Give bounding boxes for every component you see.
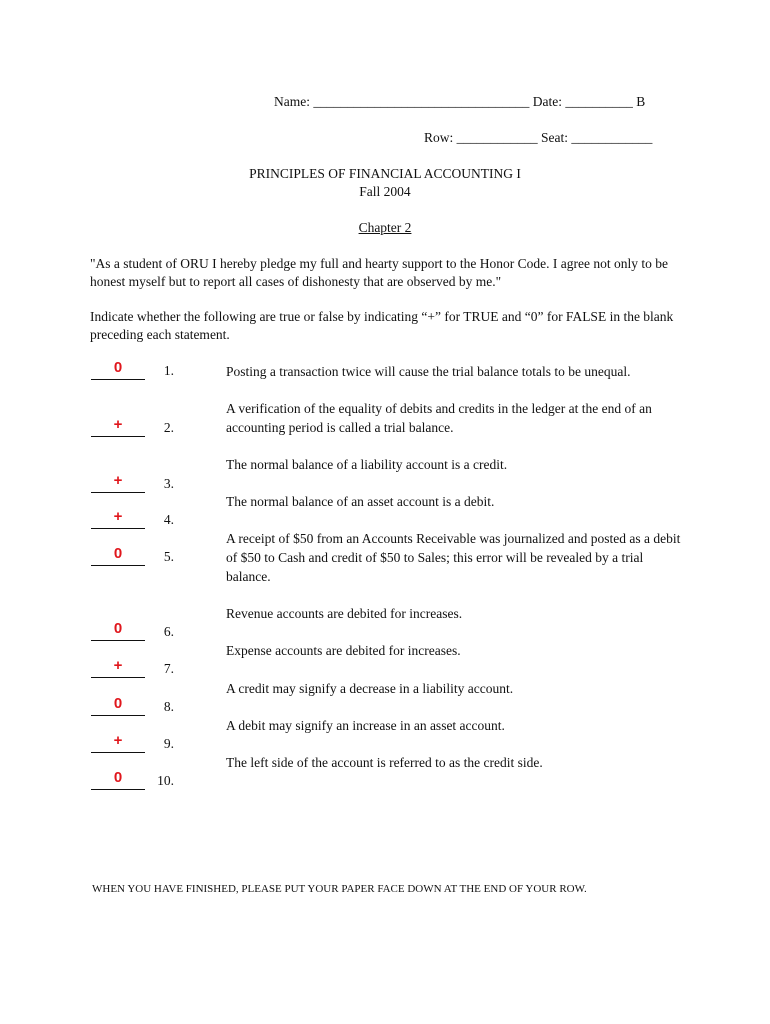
- answer-blank[interactable]: [91, 734, 145, 753]
- statement-7: Expense accounts are debited for increases.: [226, 643, 461, 658]
- answer-mark: +: [113, 657, 123, 674]
- statement-6: Revenue accounts are debited for increases.: [226, 606, 463, 621]
- answer-blank[interactable]: [91, 418, 145, 437]
- answer-blank[interactable]: [91, 771, 145, 790]
- statement-10: The left side of the account is referred to as the credit side.: [226, 755, 543, 770]
- question-number: 7.: [163, 661, 174, 676]
- answer-blank[interactable]: [91, 622, 145, 641]
- answer-mark: 0: [113, 695, 123, 712]
- question-number: 5.: [163, 549, 174, 564]
- footer-instruction: WHEN YOU HAVE FINISHED, PLEASE PUT YOUR PAPER FACE DOWN AT THE END OF YOUR ROW.: [92, 883, 587, 895]
- statement-4: The normal balance of an asset account is a debit.: [226, 494, 495, 509]
- question-number: 2.: [163, 420, 174, 435]
- instructions: Indicate whether the following are true or false by indicating “+” for TRUE and “0” for FALSE in the blank preceding each statement.: [90, 309, 674, 342]
- name-date-line: Name: ________________________________ Date: __________ B: [274, 94, 646, 109]
- answer-mark: +: [113, 732, 123, 749]
- answer-blank[interactable]: [91, 474, 145, 493]
- question-number: 8.: [163, 699, 174, 714]
- answer-mark: 0: [113, 769, 123, 786]
- answer-mark: 0: [113, 620, 123, 637]
- question-number: 1.: [163, 363, 174, 378]
- answer-mark: +: [113, 472, 123, 489]
- chapter-heading: Chapter 2: [358, 220, 412, 235]
- answer-blank[interactable]: [91, 547, 145, 566]
- answer-mark: +: [113, 416, 123, 433]
- answer-blank[interactable]: [91, 361, 145, 380]
- answer-blank[interactable]: [91, 659, 145, 678]
- answer-blank[interactable]: [91, 510, 145, 529]
- row-seat-line: Row: ____________ Seat: ____________: [424, 130, 653, 145]
- answer-mark: 0: [113, 545, 123, 562]
- statement-3: The normal balance of a liability account is a credit.: [226, 457, 508, 472]
- question-number: 9.: [163, 736, 174, 751]
- answer-mark: +: [113, 508, 123, 525]
- answer-blank[interactable]: [91, 697, 145, 716]
- honor-pledge: "As a student of ORU I hereby pledge my full and hearty support to the Honor Code. I agree not only to be honest myself but to report all cases of dishonesty that are observed by me.": [90, 256, 669, 289]
- question-number: 6.: [163, 624, 174, 639]
- term: Fall 2004: [359, 184, 411, 199]
- statement-1: Posting a transaction twice will cause the trial balance totals to be unequal.: [226, 364, 631, 379]
- question-number: 4.: [163, 512, 174, 527]
- question-number: 3.: [163, 476, 174, 491]
- question-number: 10.: [157, 773, 174, 788]
- statement-9: A debit may signify an increase in an asset account.: [226, 718, 505, 733]
- statement-8: A credit may signify a decrease in a liability account.: [226, 681, 514, 696]
- answer-mark: 0: [113, 359, 123, 376]
- course-title: PRINCIPLES OF FINANCIAL ACCOUNTING I: [249, 166, 521, 181]
- statement-2: A verification of the equality of debits and credits in the ledger at the end of an accounting period is called a trial balance.: [226, 401, 652, 435]
- statement-5: A receipt of $50 from an Accounts Receivable was journalized and posted as a debit of $50 to Cash and credit of $50 to Sales; this error will be revealed by a trial balance.: [226, 531, 681, 584]
